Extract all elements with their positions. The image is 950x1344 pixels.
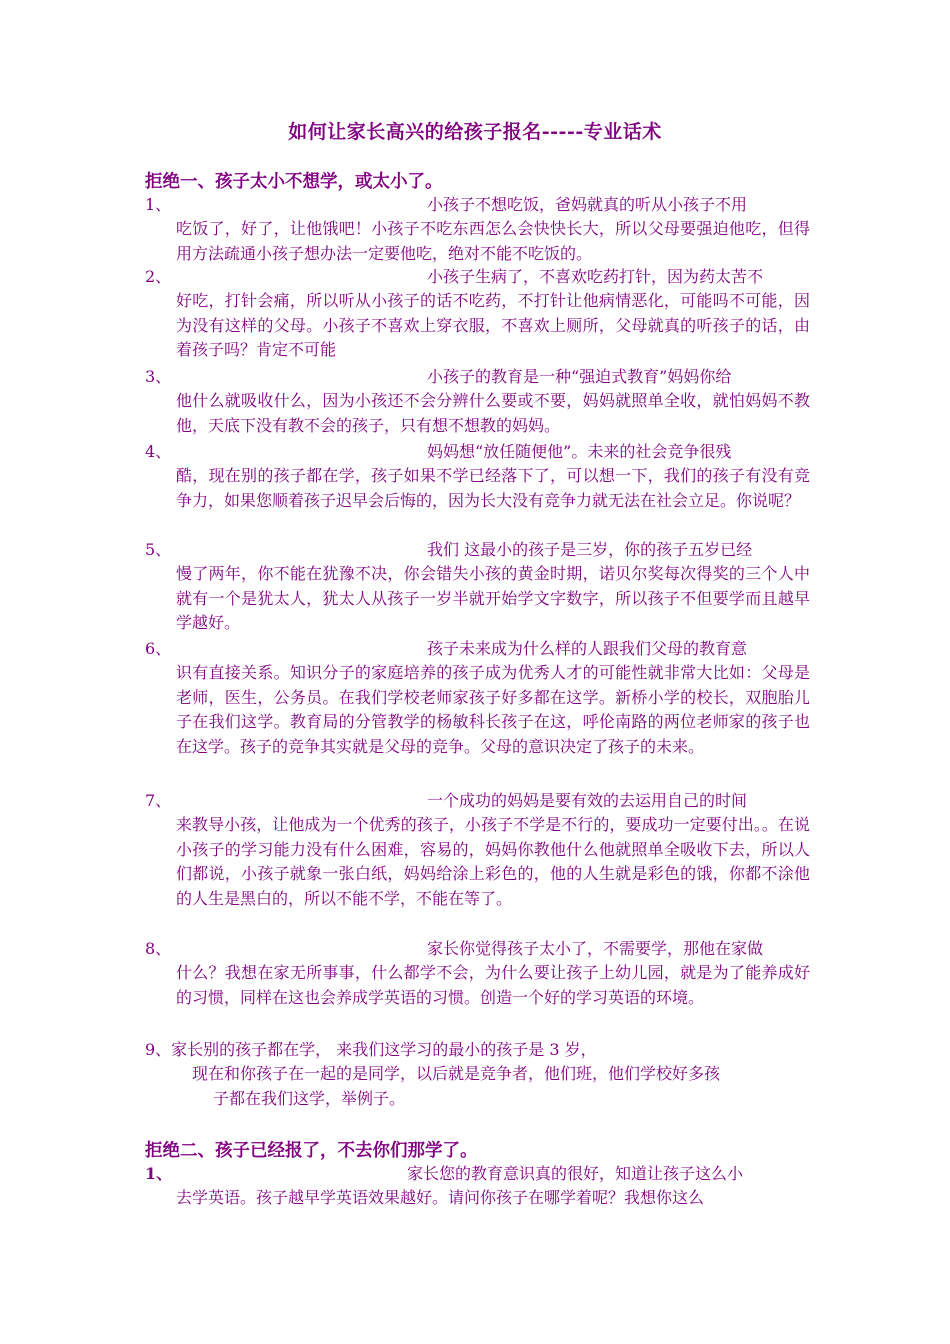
- list-item-1-9: [145, 1038, 810, 1111]
- item-lead-text: 家长您的教育意识真的很好，知道让孩子这么小: [407, 1164, 744, 1183]
- item-lead-text: 家长你觉得孩子太小了，不需要学，那他在家做: [427, 939, 764, 958]
- section-heading-1: 拒绝一、孩子太小不想学，或太小了。: [145, 172, 443, 192]
- list-item-1-6: [145, 637, 810, 759]
- list-item-1-3: [145, 365, 810, 438]
- section-heading-2: 拒绝二、孩子已经报了，不去你们那学了。: [145, 1141, 478, 1161]
- item-number: 1、: [145, 195, 172, 214]
- item-lead-text: 孩子未来成为什么样的人跟我们父母的教育意: [427, 639, 748, 658]
- item-body-text: 好吃，打针会痛，所以听从小孩子的话不吃药，不打针让他病情恶化，可能吗不可能，因为没有这样的父母。小孩子不喜欢上穿衣服，不喜欢上厕所，父母就真的听孩子的话，由着孩子吗？肯定不可能: [176, 291, 810, 360]
- item-body-text: 酷，现在别的孩子都在学，孩子如果不学已经落下了，可以想一下，我们的孩子有没有竞争力，如果您顺着孩子迟早会后悔的，因为长大没有竞争力就无法在社会立足。你说呢？: [176, 466, 810, 510]
- item-body-text: 来教导小孩，让他成为一个优秀的孩子，小孩子不学是不行的，要成功一定要付出。。在说小孩子的学习能力没有什么困难，容易的，妈妈你教他什么他就照单全吸收下去，所以人们都说，小孩子就象一张白纸，妈妈给涂上彩色的，他的人生就是彩色的饿，你都不涂他的人生是黑白的，所以不能不学，不能在等了。: [176, 815, 810, 908]
- item-number: 5、: [145, 540, 172, 559]
- item-lead-text: 小孩子的教育是一种“强迫式教育”妈妈你给: [427, 367, 732, 386]
- item-body-text: 什么？我想在家无所事事，什么都学不会，为什么要让孩子上幼儿园，就是为了能养成好的习惯，同样在这也会养成学英语的习惯。创造一个好的学习英语的环境。: [176, 963, 810, 1007]
- item-body-text: 慢了两年，你不能在犹豫不决，你会错失小孩的黄金时期，诺贝尔奖每次得奖的三个人中就有一个是犹太人，犹太人从孩子一岁半就开始学文字数字，所以孩子不但要学而且越早学越好。: [176, 564, 810, 633]
- list-item-1-7: [145, 789, 810, 911]
- list-item-1-1: [145, 193, 810, 266]
- item-line-2: 现在和你孩子在一起的是同学，以后就是竞争者，他们班，他们学校好多孩: [192, 1064, 721, 1084]
- item-body-text: 去学英语。孩子越早学英语效果越好。请问你孩子在哪学着呢？我想你这么: [176, 1188, 705, 1208]
- item-lead-text: 一个成功的妈妈是要有效的去运用自己的时间: [427, 791, 748, 810]
- item-number: 4、: [145, 442, 172, 461]
- item-number: 1、: [145, 1164, 173, 1183]
- item-number: 2、: [145, 267, 172, 286]
- item-number: 7、: [145, 791, 172, 810]
- item-body-text: 吃饭了，好了，让他饿吧！小孩子不吃东西怎么会快快长大，所以父母要强迫他吃，但得用方法疏通小孩子想办法一定要他吃，绝对不能不吃饭的。: [176, 219, 810, 263]
- item-number: 3、: [145, 367, 172, 386]
- item-lead-text: 我们 这最小的孩子是三岁，你的孩子五岁已经: [427, 540, 753, 559]
- item-line-3: 子都在我们这学，举例子。: [213, 1088, 406, 1108]
- list-item-1-8: [145, 937, 810, 1010]
- item-body-text: 他什么就吸收什么，因为小孩还不会分辨什么要或不要，妈妈就照单全收，就怕妈妈不教他，天底下没有教不会的孩子，只有想不想教的妈妈。: [176, 391, 810, 435]
- list-item-1-4: [145, 440, 810, 513]
- list-item-2-1: [145, 1162, 810, 1211]
- item-body-text: 识有直接关系。知识分子的家庭培养的孩子成为优秀人才的可能性就非常大比如：父母是老师，医生，公务员。在我们学校老师家孩子好多都在这学。新桥小学的校长，双胞胎儿子在我们这学。教育局的分管教学的杨敏科长孩子在这，呼伦南路的两位老师家的孩子也在这学。孩子的竞争其实就是父母的竞争。父母的意识决定了孩子的未来。: [176, 663, 810, 756]
- document-title: 如何让家长高兴的给孩子报名-----专业话术: [288, 121, 662, 143]
- item-lead-text: 小孩子生病了，不喜欢吃药打针，因为药太苦不: [427, 267, 764, 286]
- list-item-1-5: [145, 538, 810, 636]
- item-number: 8、: [145, 939, 172, 958]
- list-item-1-2: [145, 265, 810, 363]
- item-line-1: 9、家长别的孩子都在学， 来我们这学习的最小的孩子是 3 岁，: [145, 1040, 597, 1059]
- item-number: 6、: [145, 639, 172, 658]
- item-lead-text: 小孩子不想吃饭，爸妈就真的听从小孩子不用: [427, 195, 748, 214]
- item-lead-text: 妈妈想“放任随便他”。未来的社会竞争很残: [427, 442, 732, 461]
